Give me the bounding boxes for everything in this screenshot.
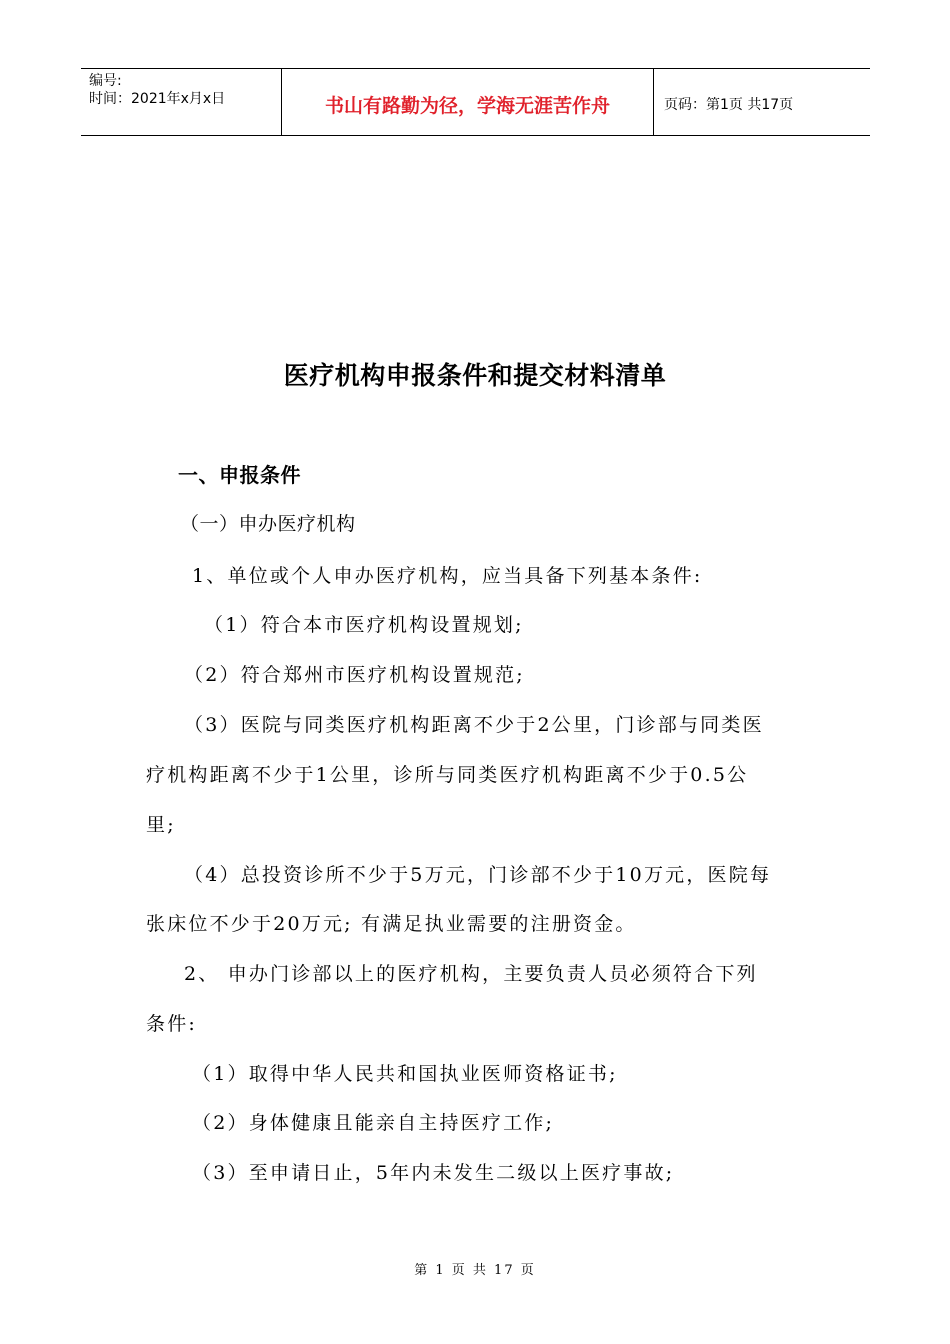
item-1-3-line-2: 疗机构距离不少于1公里，诊所与同类医疗机构距离不少于0.5公	[146, 764, 749, 786]
item-1: 1、单位或个人申办医疗机构，应当具备下列基本条件:	[192, 565, 703, 587]
header-table	[81, 68, 870, 136]
item-2-line-1: 2、 申办门诊部以上的医疗机构，主要负责人员必须符合下列	[184, 963, 758, 985]
section-heading: 一、申报条件	[178, 463, 301, 487]
item-2-2: （2）身体健康且能亲自主持医疗工作;	[192, 1112, 555, 1134]
item-2-line-2: 条件:	[146, 1013, 198, 1035]
item-1-3-line-1: （3）医院与同类医疗机构距离不少于2公里，门诊部与同类医	[184, 714, 764, 736]
subsection-heading: （一）申办医疗机构	[180, 513, 356, 535]
number-label: 编号:	[89, 73, 122, 89]
item-2-3: （3）至申请日止，5年内未发生二级以上医疗事故;	[192, 1162, 675, 1184]
header-page-info: 页码：第1页 共17页	[664, 97, 794, 113]
header-left-cell	[81, 69, 281, 135]
item-1-3-line-3: 里;	[146, 814, 176, 836]
item-1-2: （2）符合郑州市医疗机构设置规范;	[184, 664, 525, 686]
item-1-4-line-2: 张床位不少于20万元; 有满足执业需要的注册资金。	[146, 913, 637, 935]
footer-page-number: 第 1 页 共 17 页	[414, 1263, 536, 1278]
item-2-1: （1）取得中华人民共和国执业医师资格证书;	[192, 1063, 618, 1085]
item-1-1: （1）符合本市医疗机构设置规划;	[204, 614, 524, 636]
item-1-4-line-1: （4）总投资诊所不少于5万元，门诊部不少于10万元，医院每	[184, 864, 772, 886]
header-motto: 书山有路勤为径，学海无涯苦作舟	[281, 69, 654, 135]
document-title: 医疗机构申报条件和提交材料清单	[283, 361, 667, 390]
date-label: 时间：2021年x月x日	[89, 91, 226, 107]
